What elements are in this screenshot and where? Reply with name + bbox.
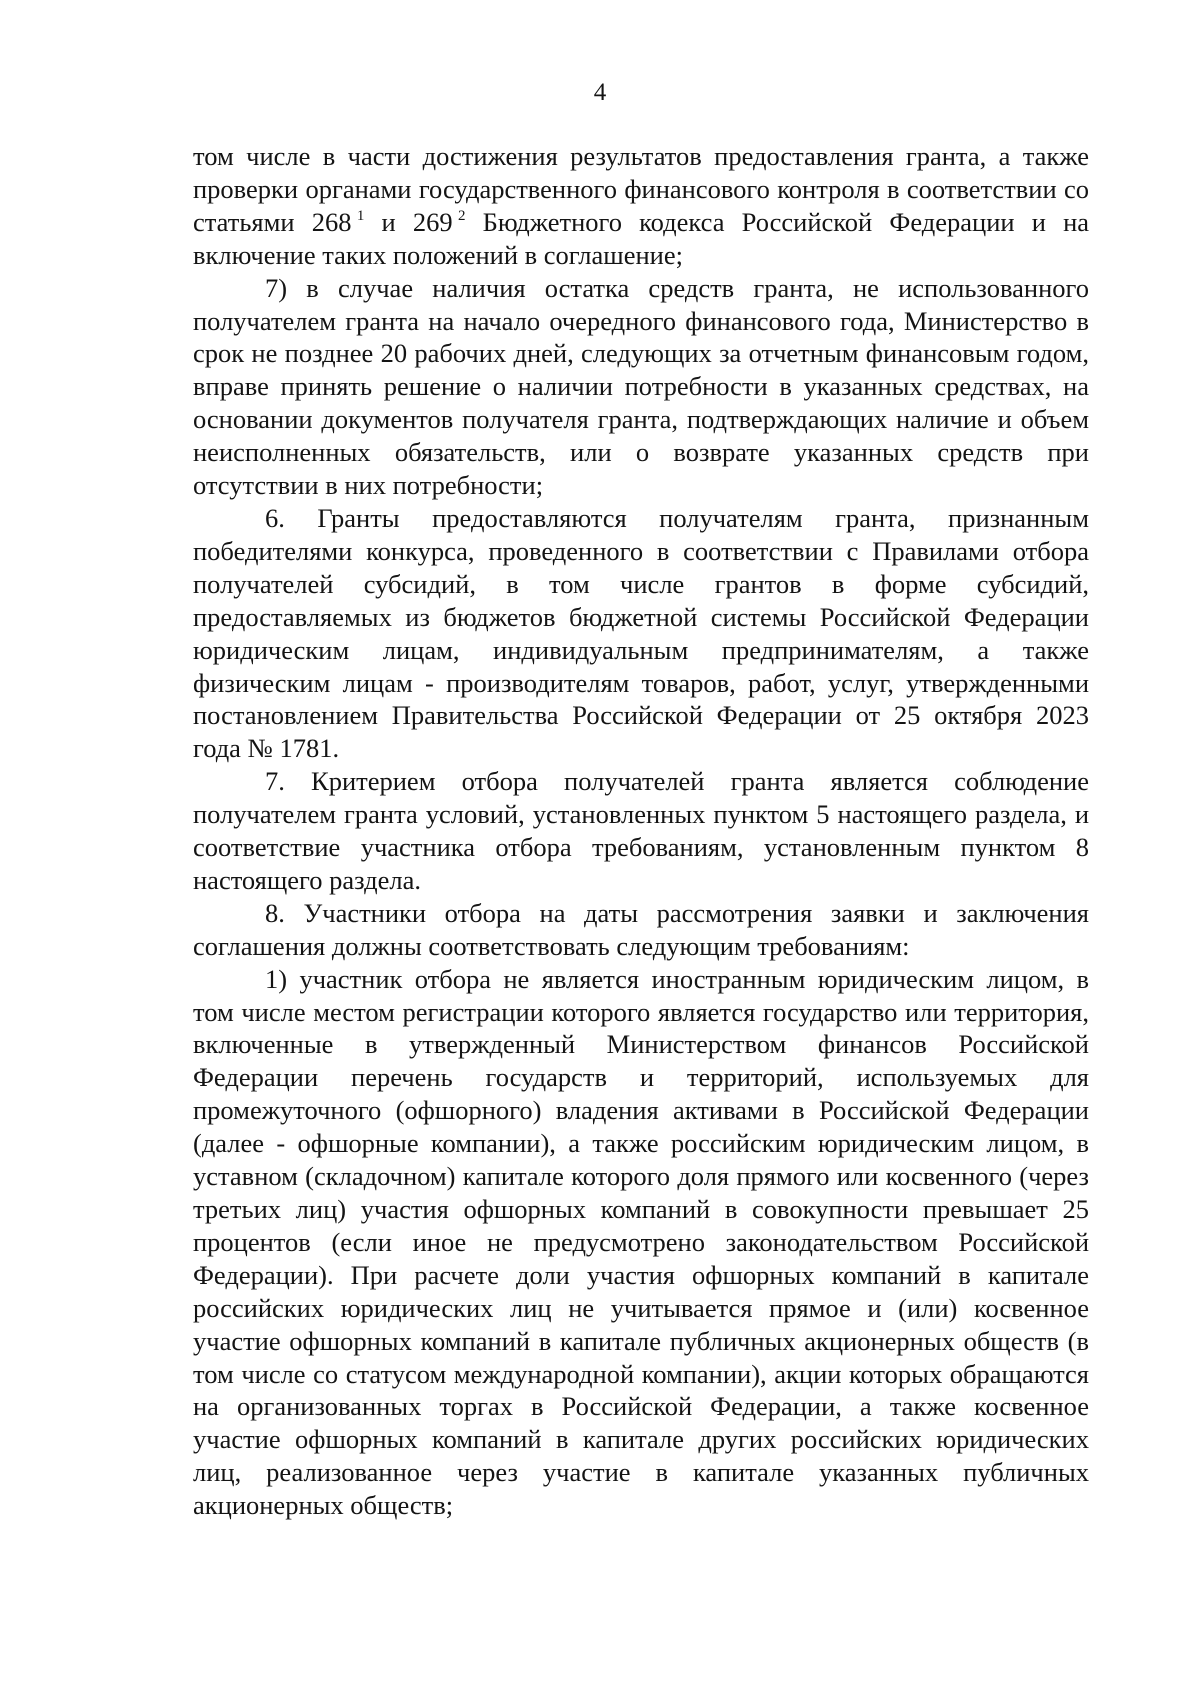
- intro-text: том числе в части достижения результатов предоставления гранта, а также проверки органами государственного финансового контроля в соответствии со статьями: [193, 141, 1089, 237]
- article-ref-269-sup: 2: [457, 207, 466, 224]
- paragraph-subitem-8-1: 1) участник отбора не является иностранным юридическим лицом, в том числе местом регистрации которого является государство или территория, включенные в утвержденный Министерством финансов Российской Федерации перечень государств и территорий, используемых для промежуточного (офшорного) владения активами в Российской Федерации (далее - офшорные компании), а также российским юридическим лицом, в уставном (складочном) капитале которого доля прямого или косвенного (через третьих лиц) участия офшорных компаний в совокупности превышает 25 процентов (если иное не предусмотрено законодательством Российской Федерации). При расчете доли участия офшорных компаний в капитале российских юридических лиц не учитывается прямое и (или) косвенное участие офшорных компаний в капитале публичных акционерных обществ (в том числе со статусом международной компании), акции которых обращаются на организованных торгах в Российской Федерации, а также косвенное участие офшорных компаний в капитале других российских юридических лиц, реализованное через участие в капитале указанных публичных акционерных обществ;: [193, 963, 1089, 1521]
- article-ref-269: 269: [412, 206, 453, 237]
- page-number: 4: [593, 79, 607, 106]
- paragraph-item-6: 6. Гранты предоставляются получателям гранта, признанным победителями конкурса, проведенного в соответствии с Правилами отбора получателей субсидий, в том числе грантов в форме субсидий, предоставляемых из бюджетов бюджетной системы Российской Федерации юридическим лицам, индивидуальным предпринимателям, а также физическим лицам - производителям товаров, работ, услуг, утвержденными постановлением Правительства Российской Федерации от 25 октября 2023 года № 1781.: [193, 502, 1089, 764]
- paragraph-subitem-7: 7) в случае наличия остатка средств гранта, не использованного получателем гранта на начало очередного финансового года, Министерство в срок не позднее 20 рабочих дней, следующих за отчетным финансовым годом, вправе принять решение о наличии потребности в указанных средствах, на основании документов получателя гранта, подтверждающих наличие и объем неисполненных обязательств, или о возврате указанных средств при отсутствии в них потребности;: [193, 272, 1089, 501]
- article-ref-268: 268: [311, 206, 352, 237]
- paragraph-item-7: 7. Критерием отбора получателей гранта является соблюдение получателем гранта условий, установленных пунктом 5 настоящего раздела, и соответствие участника отбора требованиям, установленным пунктом 8 настоящего раздела.: [193, 766, 1089, 895]
- paragraph-item-8: 8. Участники отбора на даты рассмотрения заявки и заключения соглашения должны соответствовать следующим требованиям:: [193, 897, 1089, 961]
- intro-text-end: Бюджетного кодекса Российской Федерации и на включение таких положений в соглашение;: [193, 206, 1090, 270]
- body-text: [193, 140, 1089, 1522]
- paragraph-continuation: [193, 140, 1089, 272]
- conjunction-text: и: [381, 206, 396, 237]
- article-ref-268-sup: 1: [356, 207, 365, 224]
